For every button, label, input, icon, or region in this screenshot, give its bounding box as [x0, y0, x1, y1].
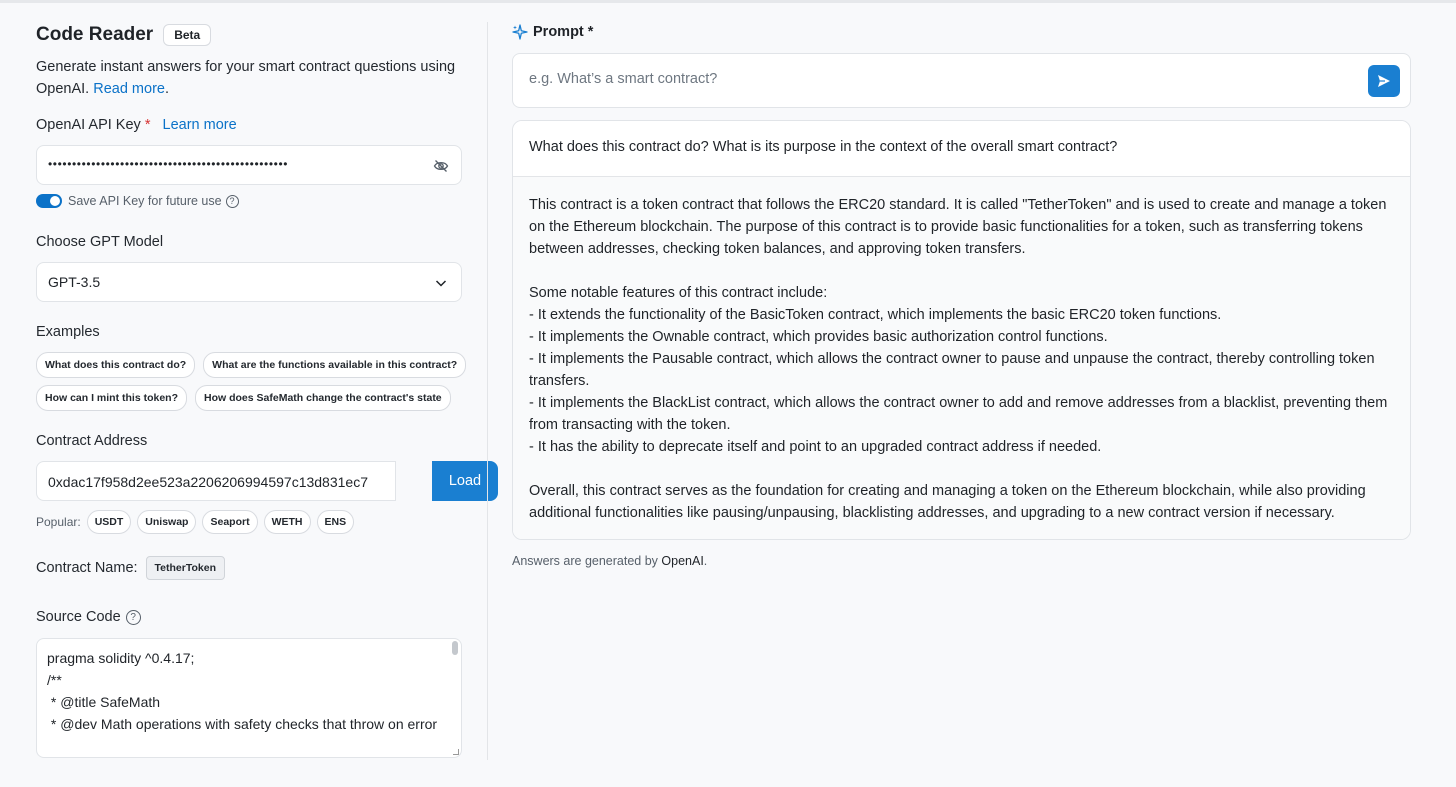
prompt-panel — [512, 0, 1412, 787]
prompt-input-container — [512, 53, 1411, 108]
source-code-content: pragma solidity ^0.4.17; /** * @title SafeMath * @dev Math operations with safety checks that throw on error — [47, 650, 438, 732]
read-more-link[interactable]: Read more — [93, 81, 165, 97]
contract-name-label: Contract Name: — [36, 560, 138, 576]
eye-off-icon[interactable] — [433, 158, 449, 174]
model-label: Choose GPT Model — [36, 234, 164, 250]
footer-suffix: . — [703, 554, 708, 568]
api-key-label — [36, 117, 237, 133]
settings-panel — [36, 0, 482, 787]
learn-more-link[interactable]: Learn more — [162, 117, 237, 133]
prompt-label — [512, 24, 593, 40]
footer-note — [512, 554, 707, 568]
contract-address-label: Contract Address — [36, 433, 148, 449]
example-chip[interactable]: How does SafeMath change the contract's state — [195, 385, 451, 411]
feature-item: - It extends the functionality of the BasicToken contract, which implements the basic ERC20 token functions. — [529, 307, 1222, 323]
contract-address-input[interactable] — [36, 461, 396, 501]
save-api-key-row — [36, 194, 239, 208]
feature-item: - It implements the BlackList contract, which allows the contract owner to add and remove addresses from a blacklist, preventing them from transacting with the token. — [529, 395, 1388, 433]
footer-brand: OpenAI — [661, 554, 704, 568]
prompt-label-text: Prompt — [533, 24, 584, 40]
api-key-value: •••••••••••••••••••••••••••••••••••••••••••••••••• — [48, 157, 289, 171]
features-heading: Some notable features of this contract include: — [529, 285, 828, 301]
title-row — [36, 22, 211, 48]
contract-address-value: 0xdac17f958d2ee523a2206206994597c13d831ec7 — [48, 474, 368, 490]
api-key-label-text: OpenAI API Key — [36, 117, 141, 133]
chevron-down-icon — [435, 277, 447, 289]
contract-name-row — [36, 556, 225, 580]
required-mark: * — [587, 24, 594, 40]
popular-chip-weth[interactable]: WETH — [264, 510, 311, 534]
examples-label: Examples — [36, 324, 100, 340]
send-icon — [1376, 73, 1392, 89]
panel-divider — [487, 22, 488, 760]
source-code-label-text: Source Code — [36, 609, 121, 625]
examples-row-2 — [36, 385, 451, 411]
api-key-input[interactable] — [36, 145, 462, 185]
answer-card — [512, 120, 1411, 540]
resize-handle[interactable] — [453, 749, 459, 755]
send-button[interactable] — [1368, 65, 1400, 97]
help-icon[interactable]: ? — [226, 195, 239, 208]
popular-chip-usdt[interactable]: USDT — [87, 510, 132, 534]
required-mark: * — [144, 117, 151, 133]
save-api-key-label: Save API Key for future use — [68, 194, 222, 208]
description-text: Generate instant answers for your smart contract questions using OpenAI. — [36, 59, 456, 97]
model-select[interactable] — [36, 262, 462, 302]
feature-item: - It implements the Pausable contract, which allows the contract owner to pause and unpause the contract, thereby controlling token transfers. — [529, 351, 1375, 389]
popular-contracts — [36, 510, 354, 534]
answer-intro: This contract is a token contract that follows the ERC20 standard. It is called "TetherToken" and is used to create and manage a token on the Ethereum blockchain. The purpose of this contract is to provide basic functionalities for a token, such as transferring tokens between addresses, checking token balances, and approving token transfers. — [529, 197, 1387, 257]
question-text: What does this contract do? What is its purpose in the context of the overall smart contract? — [513, 121, 1410, 177]
popular-chip-seaport[interactable]: Seaport — [202, 510, 257, 534]
example-chip[interactable]: How can I mint this token? — [36, 385, 187, 411]
app-description: Generate instant answers for your smart contract questions using OpenAI. Read more. — [36, 59, 456, 97]
help-icon[interactable]: ? — [126, 610, 141, 625]
popular-chip-ens[interactable]: ENS — [317, 510, 355, 534]
scrollbar-thumb[interactable] — [452, 641, 458, 655]
example-chip[interactable]: What are the functions available in this contract? — [203, 352, 466, 378]
footer-prefix: Answers are generated by — [512, 554, 658, 568]
save-api-key-toggle[interactable] — [36, 194, 62, 208]
answer-conclusion: Overall, this contract serves as the foundation for creating and managing a token on the Ethereum blockchain, while also providing additional functionalities like pausing/unpausing, blacklisting addresses, and upgrading to a new contract version if necessary. — [529, 483, 1366, 521]
examples-row-1 — [36, 352, 466, 378]
prompt-input[interactable] — [529, 71, 1349, 87]
source-code-label — [36, 609, 141, 625]
sparkle-icon — [512, 24, 528, 40]
app-title: Code Reader — [36, 24, 154, 45]
example-chip[interactable]: What does this contract do? — [36, 352, 195, 378]
feature-item: - It implements the Ownable contract, which provides basic authorization control functions. — [529, 329, 1108, 345]
popular-chip-uniswap[interactable]: Uniswap — [137, 510, 196, 534]
answer-body — [513, 177, 1410, 540]
source-code-textarea[interactable] — [36, 638, 462, 758]
contract-name-badge: TetherToken — [146, 556, 225, 580]
load-button[interactable]: Load — [432, 461, 498, 501]
beta-badge: Beta — [163, 24, 211, 46]
popular-label: Popular: — [36, 515, 81, 529]
feature-item: - It has the ability to deprecate itself and point to an upgraded contract address if needed. — [529, 439, 1102, 455]
model-selected-value: GPT-3.5 — [48, 274, 101, 290]
